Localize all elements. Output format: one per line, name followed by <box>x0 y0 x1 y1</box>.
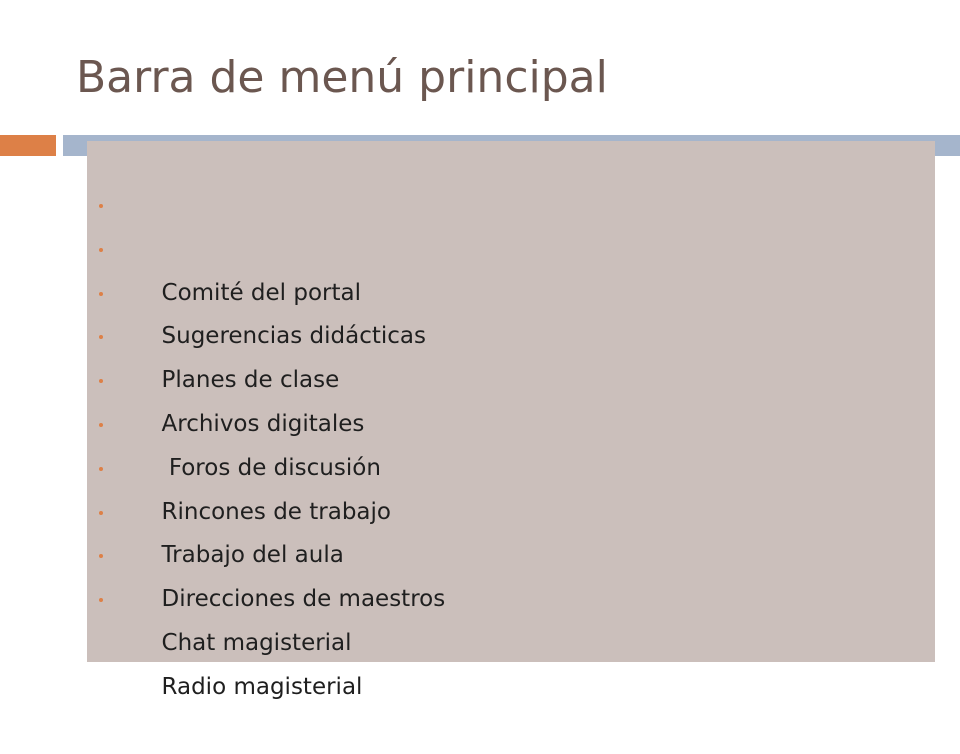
bullet-icon <box>99 335 103 339</box>
bullet-icon <box>99 204 103 208</box>
list-item-label: Chat magisterial <box>161 629 352 656</box>
list-item-label: Rincones de trabajo <box>161 498 391 525</box>
bullet-icon <box>99 467 103 471</box>
list-item-label: Archivos digitales <box>161 410 365 437</box>
list-item-label: Direcciones de maestros <box>161 586 446 613</box>
list-item-label: Planes de clase <box>161 367 340 394</box>
bullet-icon <box>99 248 103 252</box>
list-item-label: Foros de discusión <box>161 454 381 481</box>
bullet-icon <box>99 423 103 427</box>
bullet-icon <box>99 511 103 515</box>
bullet-icon <box>99 598 103 602</box>
accent-bar-orange <box>0 135 56 156</box>
bullet-icon <box>99 292 103 296</box>
bullet-icon <box>99 554 103 558</box>
list-item-comite-portal <box>87 184 935 306</box>
list-item-label: Radio magisterial <box>161 673 363 700</box>
bullet-icon <box>99 379 103 383</box>
list-item-label: Sugerencias didácticas <box>161 323 427 350</box>
content-box <box>87 141 935 700</box>
list-item-label: Comité del portal <box>161 279 362 306</box>
menu-list <box>87 184 935 700</box>
list-item-label: Trabajo del aula <box>161 542 344 569</box>
slide-title: Barra de menú principal <box>76 52 608 103</box>
